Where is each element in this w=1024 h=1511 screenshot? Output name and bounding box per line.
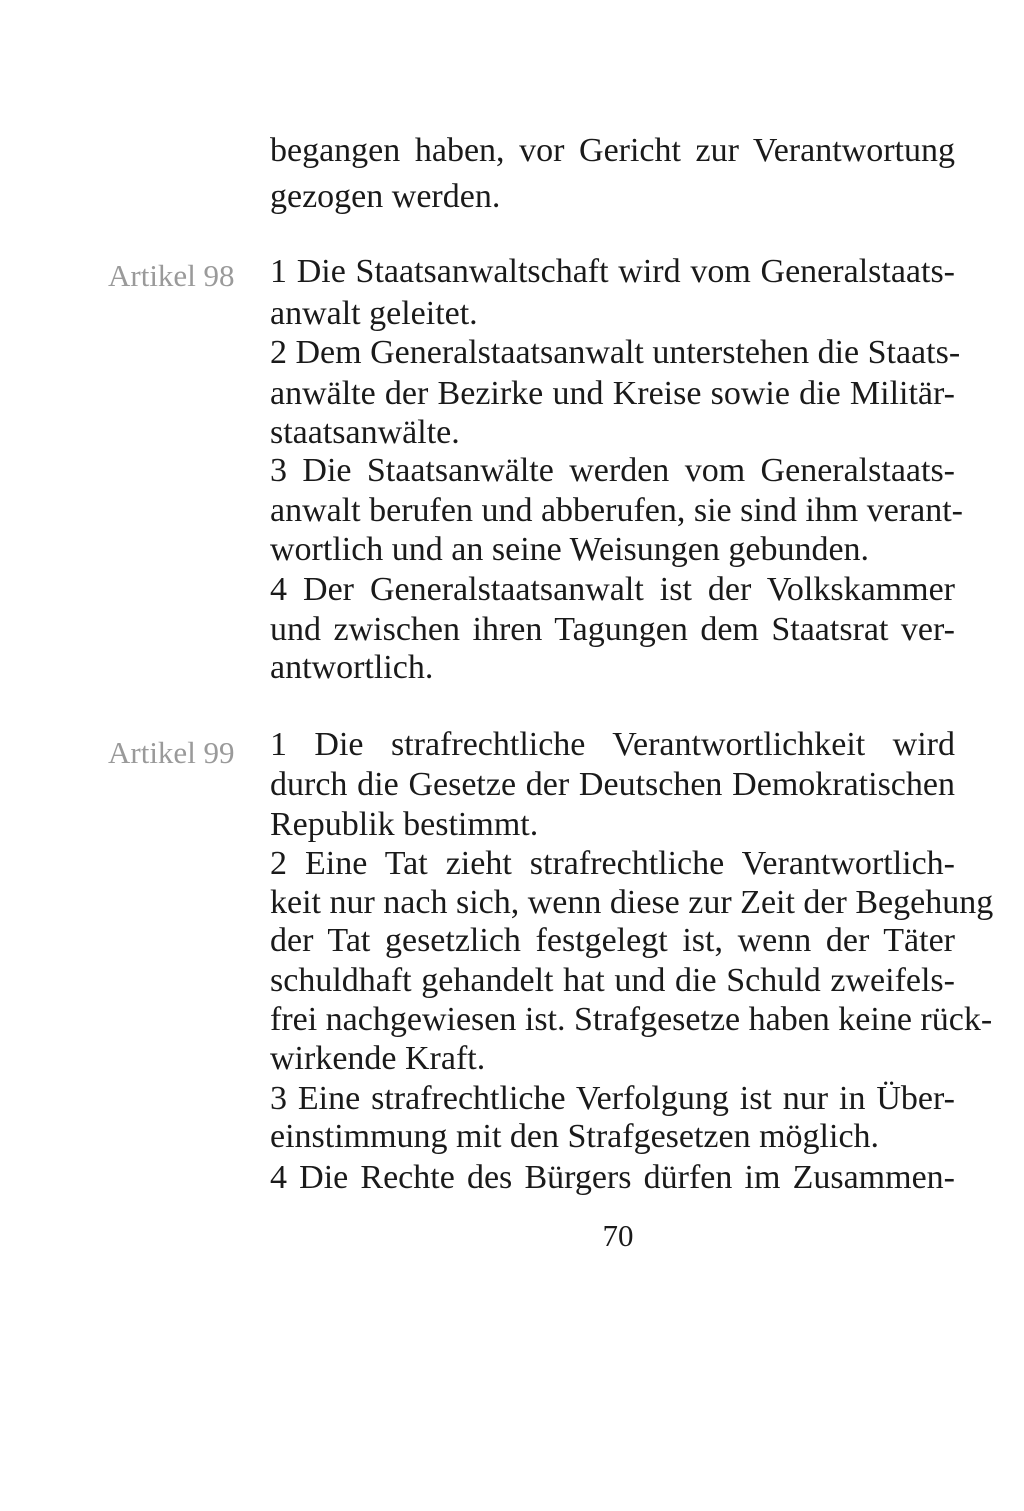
body-text-line: schuldhaft gehandelt hat und die Schuld zweifels- — [270, 962, 955, 999]
body-text-line: 4 Die Rechte des Bürgers dürfen im Zusammen- — [270, 1159, 955, 1196]
body-text-line: durch die Gesetze der Deutschen Demokratischen — [270, 766, 955, 803]
body-text-line: wirkende Kraft. — [270, 1040, 486, 1077]
article-label: Artikel 99 — [108, 735, 235, 770]
body-text-line: frei nachgewiesen ist. Strafgesetze haben keine rück- — [270, 1001, 993, 1038]
body-text-line: einstimmung mit den Strafgesetzen möglich. — [270, 1118, 880, 1155]
body-text-line: antwortlich. — [270, 649, 434, 686]
body-text-line: 1 Die strafrechtliche Verantwortlichkeit wird — [270, 726, 955, 763]
body-text-line: 3 Eine strafrechtliche Verfolgung ist nur in Über- — [270, 1080, 955, 1117]
body-text-line: anwälte der Bezirke und Kreise sowie die Militär- — [270, 375, 955, 412]
body-text-line: keit nur nach sich, wenn diese zur Zeit der Begehung — [270, 884, 994, 921]
page-number: 70 — [602, 1218, 634, 1253]
body-text-line: begangen haben, vor Gericht zur Verantwortung — [270, 132, 955, 169]
body-text-line: 4 Der Generalstaatsanwalt ist der Volkskammer — [270, 571, 955, 608]
body-text-line: 2 Eine Tat zieht strafrechtliche Verantwortlich- — [270, 845, 955, 882]
body-text-line: wortlich und an seine Weisungen gebunden. — [270, 531, 870, 568]
body-text-line: 1 Die Staatsanwaltschaft wird vom Generalstaats- — [270, 253, 955, 290]
body-text-line: 2 Dem Generalstaatsanwalt unterstehen die Staats- — [270, 334, 961, 371]
article-label: Artikel 98 — [108, 258, 235, 293]
body-text-line: anwalt berufen und abberufen, sie sind ihm verant- — [270, 492, 963, 529]
body-text-line: anwalt geleitet. — [270, 295, 478, 332]
body-text-line: gezogen werden. — [270, 178, 501, 215]
body-text-line: staatsanwälte. — [270, 414, 460, 451]
body-text-line: Republik bestimmt. — [270, 806, 539, 843]
body-text-line: der Tat gesetzlich festgelegt ist, wenn der Täter — [270, 922, 955, 959]
body-text-line: 3 Die Staatsanwälte werden vom Generalstaats- — [270, 452, 955, 489]
body-text-line: und zwischen ihren Tagungen dem Staatsrat ver- — [270, 611, 955, 648]
